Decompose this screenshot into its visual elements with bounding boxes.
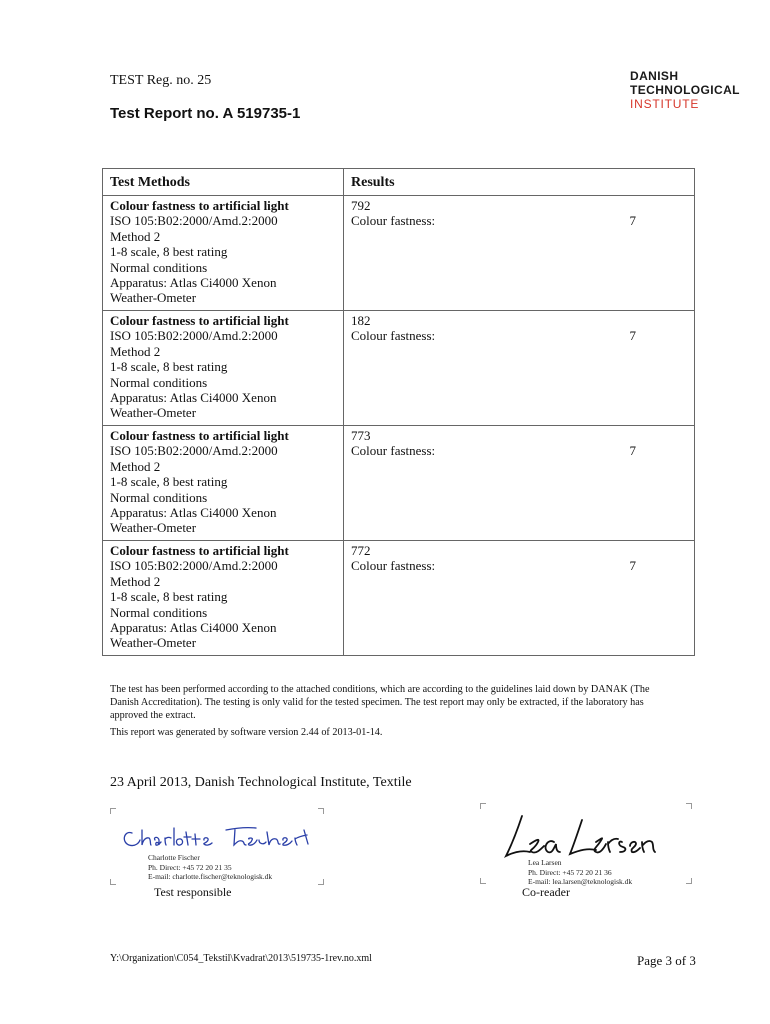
report-title: Test Report no. A 519735-1: [110, 105, 301, 122]
method-line: 1-8 scale, 8 best rating: [110, 244, 228, 260]
institute-logo: [630, 69, 740, 111]
method-title: Colour fastness to artificial light: [110, 313, 289, 328]
signature-lea-larsen: [500, 812, 670, 864]
note-paragraph-1: The test has been performed according to the attached conditions, which are according to the guidelines laid down by DANAK (The Danish Accreditation). The testing is only valid for the tested specimen. The test report may only be extracted, if the laboratory has approved the extract.: [110, 684, 650, 721]
method-line: Apparatus: Atlas Ci4000 Xenon: [110, 620, 277, 636]
signer-email: E-mail: lea.larsen@teknologisk.dk: [528, 877, 633, 886]
method-line: Normal conditions: [110, 604, 208, 620]
signer-email: E-mail: charlotte.fischer@teknologisk.dk: [148, 872, 273, 881]
col-test-methods: Test Methods: [103, 169, 344, 196]
role-co-reader: Co-reader: [522, 885, 570, 899]
signature-charlotte-fischer: [118, 818, 318, 858]
table-row: [103, 196, 695, 311]
corner-mark: [686, 878, 692, 884]
table-row: [103, 541, 695, 656]
signer-phone: Ph. Direct: +45 72 20 21 36: [528, 867, 612, 877]
result-line: [351, 213, 687, 228]
method-line: Weather-Ometer: [110, 635, 197, 651]
method-line: Method 2: [110, 343, 161, 359]
col-results: Results: [344, 169, 695, 196]
logo-line-3: INSTITUTE: [630, 97, 700, 111]
method-line: ISO 105:B02:2000/Amd.2:2000: [110, 213, 278, 229]
sample-number: 792: [351, 198, 371, 213]
accreditation-note: [110, 683, 670, 743]
method-line: 1-8 scale, 8 best rating: [110, 589, 228, 605]
page-number: Page 3 of 3: [637, 953, 696, 968]
note-paragraph-2: This report was generated by software version 2.44 of 2013-01-14.: [110, 727, 383, 738]
result-cell: [344, 426, 695, 541]
logo-line-2: TECHNOLOGICAL: [630, 83, 740, 97]
method-line: 1-8 scale, 8 best rating: [110, 474, 228, 490]
method-line: Apparatus: Atlas Ci4000 Xenon: [110, 505, 277, 521]
result-label: Colour fastness:: [351, 328, 436, 344]
method-line: Normal conditions: [110, 374, 208, 390]
method-line: Normal conditions: [110, 259, 208, 275]
sample-number: 773: [351, 428, 371, 443]
results-table: [102, 168, 695, 656]
corner-mark: [110, 879, 116, 885]
method-cell: [103, 541, 344, 656]
method-line: Weather-Ometer: [110, 405, 197, 421]
corner-mark: [480, 878, 486, 884]
result-value: 7: [629, 443, 636, 459]
corner-mark: [480, 803, 486, 809]
table-header-row: [103, 169, 695, 196]
result-cell: [344, 196, 695, 311]
result-value: 7: [629, 558, 636, 574]
corner-mark: [318, 879, 324, 885]
method-line: Method 2: [110, 228, 161, 244]
result-cell: [344, 541, 695, 656]
signer-details-left: [148, 853, 272, 882]
method-line: Apparatus: Atlas Ci4000 Xenon: [110, 275, 277, 291]
result-line: [351, 328, 687, 343]
method-line: Normal conditions: [110, 489, 208, 505]
corner-mark: [110, 808, 116, 814]
result-line: [351, 558, 687, 573]
corner-mark: [318, 808, 324, 814]
role-test-responsible: Test responsible: [154, 885, 232, 899]
method-line: Weather-Ometer: [110, 520, 197, 536]
result-line: [351, 443, 687, 458]
signer-name: Charlotte Fischer: [148, 853, 200, 862]
method-line: Method 2: [110, 573, 161, 589]
method-title: Colour fastness to artificial light: [110, 543, 289, 558]
result-label: Colour fastness:: [351, 443, 436, 459]
result-value: 7: [629, 213, 636, 229]
logo-line-1: DANISH: [630, 69, 679, 83]
method-line: Method 2: [110, 458, 161, 474]
method-cell: [103, 311, 344, 426]
method-title: Colour fastness to artificial light: [110, 428, 289, 443]
method-line: Weather-Ometer: [110, 290, 197, 306]
result-cell: [344, 311, 695, 426]
method-line: ISO 105:B02:2000/Amd.2:2000: [110, 328, 278, 344]
method-line: ISO 105:B02:2000/Amd.2:2000: [110, 443, 278, 459]
result-label: Colour fastness:: [351, 213, 436, 229]
test-reg-number: TEST Reg. no. 25: [110, 73, 212, 88]
table-row: [103, 311, 695, 426]
signer-phone: Ph. Direct: +45 72 20 21 35: [148, 862, 232, 872]
sample-number: 772: [351, 543, 371, 558]
date-location-line: 23 April 2013, Danish Technological Institute, Textile: [110, 775, 412, 790]
signer-name: Lea Larsen: [528, 858, 562, 867]
method-line: 1-8 scale, 8 best rating: [110, 359, 228, 375]
sample-number: 182: [351, 313, 371, 328]
signer-details-right: [528, 858, 632, 887]
result-value: 7: [629, 328, 636, 344]
result-label: Colour fastness:: [351, 558, 436, 574]
file-path-footer: Y:\Organization\C054_Tekstil\Kvadrat\2013\519735-1rev.no.xml: [110, 953, 372, 964]
method-cell: [103, 426, 344, 541]
method-cell: [103, 196, 344, 311]
method-title: Colour fastness to artificial light: [110, 198, 289, 213]
table-row: [103, 426, 695, 541]
corner-mark: [686, 803, 692, 809]
method-line: ISO 105:B02:2000/Amd.2:2000: [110, 558, 278, 574]
method-line: Apparatus: Atlas Ci4000 Xenon: [110, 390, 277, 406]
